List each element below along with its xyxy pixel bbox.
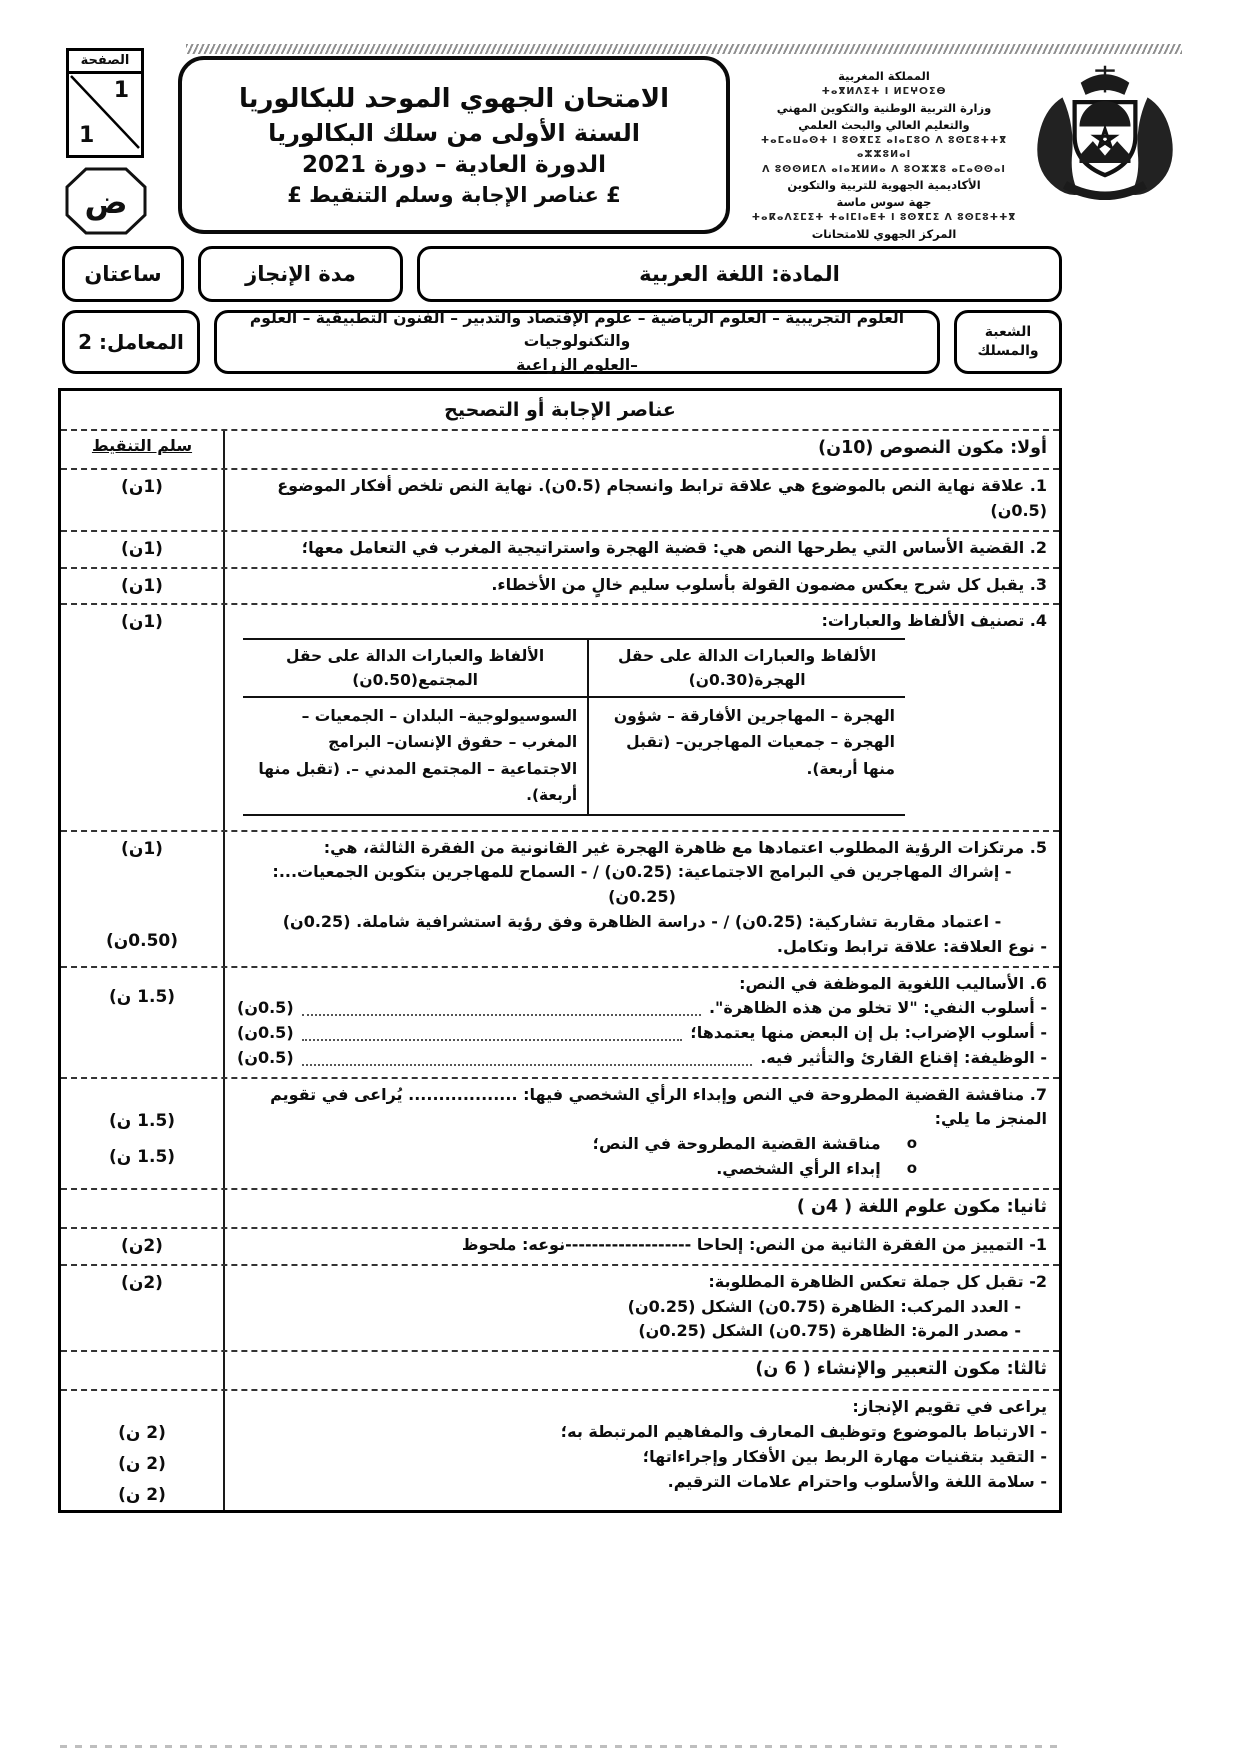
item-6-line2-score: (0.5ن)	[237, 1023, 294, 1043]
section-2-item-2-line1: - العدد المركب: الظاهرة (0.75ن) الشكل (0.25ن)	[627, 1296, 1021, 1316]
item-3-row	[61, 569, 1059, 606]
dotted-leader	[302, 1064, 753, 1066]
item-5-line2: - اعتماد مقاربة تشاركية: (0.25ن) / - دراسة الظاهرة وفق رؤية استشرافية شاملة. (0.25ن)	[282, 911, 1002, 931]
section-2-item-2-title: 2- تقبل كل جملة تعكس الظاهرة المطلوبة:	[708, 1271, 1047, 1291]
item-6-content	[225, 968, 1059, 1077]
table-title: عناصر الإجابة أو التصحيح	[444, 399, 676, 421]
scan-shadow-band	[186, 44, 1182, 54]
ministry-tifinagh-line2: ⴷ ⵓⵙⵙⵍⵎⴷ ⴰⵏⴰⴼⵍⵍⴰ ⴷ ⵓⵔⵣⵣⵓ ⴰⵎⴰⵙⵙⴰⵏ	[762, 163, 1006, 175]
item-6-score: (1.5 ن)	[108, 986, 176, 1007]
item-7-bullet1-text: مناقشة القضية المطروحة في النص؛	[592, 1134, 881, 1154]
circle-bullet-icon: o	[906, 1134, 917, 1153]
branch-label-line2: والمسلك	[977, 343, 1039, 359]
subtable-header-society: الألفاظ والعبارات الدالة على حقل المجتمع(0.50ن)	[243, 638, 587, 698]
item-5-row	[61, 832, 1059, 968]
item-1-row	[61, 470, 1059, 532]
exam-title-box	[178, 56, 730, 234]
section-2-item-2-score: (2ن)	[121, 1272, 163, 1293]
section-2-item-1-score: (2ن)	[121, 1236, 163, 1256]
section-2-item-1-row	[61, 1229, 1059, 1266]
item-5-scores	[61, 832, 225, 966]
circle-bullet-icon: o	[906, 1159, 917, 1178]
kingdom-name: المملكة المغربية	[838, 69, 930, 83]
item-2-text: 2. القضية الأساس التي يطرحها النص هي: قضية الهجرة واستراتيجية المغرب في التعامل معها؛	[301, 537, 1047, 557]
item-7-scores	[61, 1079, 225, 1188]
item-5-content	[225, 832, 1059, 966]
section-2-title: ثانيا: مكون علوم اللغة ( 4ن )	[796, 1196, 1047, 1217]
item-7-row	[61, 1079, 1059, 1190]
item-7-title: 7. مناقشة القضية المطروحة في النص وإبداء الرأي الشخصي فيها: .................. يُراعى في تقويم المنجز ما يلي:	[270, 1084, 1047, 1129]
page-current: 1	[113, 78, 129, 103]
item-6-line1	[237, 996, 1047, 1021]
item-1-score: (1ن)	[121, 477, 163, 498]
section-1-title: أولا: مكون النصوص (10ن)	[818, 438, 1047, 458]
section-2-item-2-content	[225, 1266, 1059, 1350]
item-5-title: 5. مرتكزات الرؤية المطلوب اعتمادها مع ظاهرة الهجرة غير القانونية من الفقرة الثالثة، هي:	[323, 837, 1047, 857]
section-3-bullet1: - الارتباط بالموضوع وتوظيف المعارف والمفاهيم المرتبطة به؛	[560, 1422, 1047, 1442]
branch-label-box	[954, 310, 1062, 374]
item-3-score: (1ن)	[121, 575, 163, 596]
subtable-header-migration: الألفاظ والعبارات الدالة على حقل الهجرة(0.30ن)	[587, 638, 905, 698]
duration-value-box: ساعتان	[62, 246, 184, 302]
item-6-line3-text: - الوظيفة: إقناع القارئ والتأثير فيه.	[760, 1047, 1047, 1067]
section-2-header-row	[61, 1190, 1059, 1229]
academy-tifinagh: ⵜⴰⴽⴰⴷⵉⵎⵉⵜ ⵜⴰⵏⵎⵏⴰⴹⵜ ⵏ ⵓⵙⴳⵎⵉ ⴷ ⵓⵙⵎⵓⵜⵜⴳ	[751, 212, 1017, 224]
subtable-body-migration: الهجرة – المهاجرين الأفارقة – شؤون الهجرة – جمعيات المهاجرين– (تقبل منها أربعة).	[587, 698, 905, 815]
ministry-header	[742, 56, 1184, 243]
section-3-intro: يراعى في تقويم الإنجاز:	[852, 1397, 1047, 1417]
octagon-stamp-icon	[64, 166, 148, 236]
section-2-item-1-text: 1- التمييز من الفقرة الثانية من النص: إلحاحا -------------------نوعه: ملحوظ	[461, 1235, 1047, 1254]
item-2-score: (1ن)	[121, 538, 163, 559]
section-2-item-2-row	[61, 1266, 1059, 1352]
page-indicator-label: الصفحة	[69, 51, 141, 74]
item-7-bullet1	[237, 1132, 1047, 1157]
table-header-row	[61, 391, 1059, 431]
page-fraction	[69, 74, 141, 150]
item-6-line3	[237, 1046, 1047, 1071]
item-6-line1-score: (0.5ن)	[237, 998, 294, 1018]
section-3-score3: (2 ن)	[118, 1485, 166, 1506]
coat-of-arms-icon	[1026, 56, 1184, 214]
answer-key-table	[58, 388, 1062, 1513]
item-7-bullet2-text: إبداء الرأي الشخصي.	[716, 1159, 881, 1179]
subject-stamp	[64, 166, 148, 236]
section-3-bullet3: - سلامة اللغة والأسلوب واحترام علامات الترقيم.	[667, 1471, 1047, 1491]
item-7-content	[225, 1079, 1059, 1188]
section-3-bullet2: - التقيد بتقنيات مهارة الربط بين الأفكار وإجراءاتها؛	[642, 1446, 1047, 1466]
item-6-line2	[237, 1021, 1047, 1046]
item-4-score: (1ن)	[121, 612, 163, 633]
ministry-tifinagh-line1: ⵜⴰⵎⴰⵡⴰⵙⵜ ⵏ ⵓⵙⴳⵎⵉ ⴰⵏⴰⵎⵓⵔ ⴷ ⵓⵙⵎⵓⵜⵜⴳ ⴰⵣⵣⵓⵍⴰⵏ	[760, 135, 1008, 161]
exam-title-line2: السنة الأولى من سلك البكالوريا	[268, 118, 640, 147]
ministry-name-line1: وزارة التربية الوطنية والتكوين المهني	[776, 100, 992, 115]
page-indicator	[66, 48, 144, 158]
dotted-leader	[302, 1014, 701, 1016]
exam-title-line4: £ عناصر الإجابة وسلم التنقيط £	[287, 182, 621, 207]
streams-line2: –العلوم الزراعية	[516, 355, 638, 374]
item-6-line3-score: (0.5ن)	[237, 1047, 294, 1067]
exam-title-line1: الامتحان الجهوي الموحد للبكالوريا	[238, 83, 670, 114]
academy-name: الأكاديمية الجهوية للتربية والتكوين	[787, 177, 981, 192]
duration-label-box: مدة الإنجاز	[198, 246, 403, 302]
scan-artifact-line	[60, 1745, 1064, 1748]
lexical-fields-subtable	[243, 638, 905, 815]
item-3-text: 3. يقبل كل شرح يعكس مضمون القولة بأسلوب سليم خالٍ من الأخطاء.	[491, 574, 1047, 594]
item-6-line1-text: - أسلوب النفي: "لا تخلو من هذه الظاهرة".	[708, 998, 1047, 1018]
subject-info-row	[62, 246, 1062, 302]
item-2-row	[61, 532, 1059, 569]
item-1-text: 1. علاقة نهاية النص بالموضوع هي علاقة ترابط وانسجام (0.5ن). نهاية النص تلخص أفكار الموضوع (0.5ن)	[277, 476, 1047, 520]
section-3-scores	[61, 1391, 225, 1510]
ministry-text-block	[742, 56, 1026, 243]
section-1-header-row	[61, 431, 1059, 470]
streams-box	[214, 310, 940, 374]
item-5-line3: - نوع العلاقة: علاقة ترابط وتكامل.	[776, 936, 1047, 956]
subject-box: المادة: اللغة العربية	[417, 246, 1062, 302]
item-5-line1: - إشراك المهاجرين في البرامج الاجتماعية: (0.25ن) / - السماح للمهاجرين بتكوين الجمعيات...: (0.25ن)	[272, 862, 1012, 907]
section-3-header-row	[61, 1352, 1059, 1391]
stamp-letter: ض	[84, 183, 128, 221]
section-3-score2: (2 ن)	[118, 1454, 166, 1475]
section-3-title: ثالثا: مكون التعبير والإنشاء ( 6 ن)	[755, 1359, 1047, 1380]
item-7-score1: (1.5 ن)	[108, 1110, 176, 1131]
section-2-item-2-line2: - مصدر المرة: الظاهرة (0.75ن) الشكل (0.25ن)	[638, 1321, 1021, 1341]
kingdom-name-tifinagh: ⵜⴰⴳⵍⴷⵉⵜ ⵏ ⵍⵎⵖⵔⵉⴱ	[821, 86, 947, 98]
item-6-line2-text: - أسلوب الإضراب: بل إن البعض منها يعتمدها؛	[690, 1023, 1047, 1043]
coefficient-box: المعامل: 2	[62, 310, 200, 374]
page-total: 1	[79, 123, 95, 148]
item-5-score2: (0.50ن)	[106, 930, 179, 951]
item-4-text: 4. تصنيف الألفاظ والعبارات:	[821, 611, 1047, 631]
section-3-content	[225, 1391, 1059, 1510]
section-3-body-row	[61, 1391, 1059, 1510]
region-name: جهة سوس ماسة	[836, 195, 932, 209]
subtable-body-society: السوسيولوجية– البلدان – الجمعيات – المغرب – حقوق الإنسان– البرامج الاجتماعية – المجتمع المدني –. (تقبل منها أربعة).	[243, 698, 587, 815]
streams-line1: العلوم التجريبية – العلوم الرياضية – علوم الإقتصاد والتدبير – الفنون التطبيقية – العلوم والتكنولوجيات	[249, 309, 905, 351]
score-column-header: سلم التنقيط	[91, 436, 193, 455]
dotted-leader	[302, 1039, 683, 1041]
item-7-score2: (1.5 ن)	[108, 1146, 176, 1167]
item-4-content	[225, 605, 1059, 829]
item-7-bullet2	[237, 1157, 1047, 1182]
item-5-score: (1ن)	[121, 838, 163, 859]
section-3-score1: (2 ن)	[118, 1423, 166, 1444]
ministry-name-line2: والتعليم العالي والبحث العلمي	[798, 117, 970, 132]
item-4-row	[61, 605, 1059, 831]
item-6-row	[61, 968, 1059, 1079]
exam-title-line3: الدورة العادية – دورة 2021	[302, 151, 606, 178]
branch-label-line1: الشعبة	[984, 324, 1032, 341]
item-6-title: 6. الأساليب اللغوية الموظفة في النص:	[739, 973, 1047, 993]
branch-info-row	[62, 310, 1062, 374]
exam-center-name: المركز الجهوي للامتحانات	[811, 226, 957, 241]
